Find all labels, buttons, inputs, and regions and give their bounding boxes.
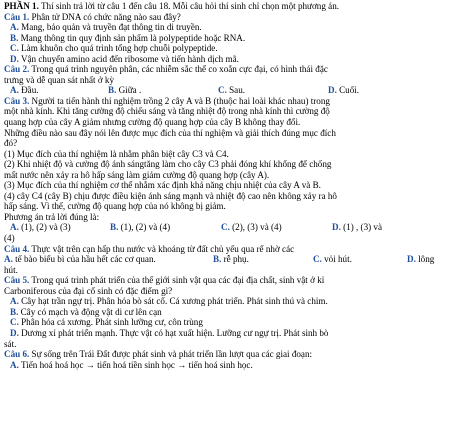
option-letter: A. xyxy=(10,222,19,233)
q3-statement-3: (3) Mục đích của thí nghiệm cơ thể nhằm xác định khả năng chịu nhiệt của cây A và B. xyxy=(4,180,321,191)
q3-answer-prompt: Phương án trả lời đúng là: xyxy=(4,211,100,222)
q3-statement-2-cont: mất nước nên xảy ra hô hấp sáng làm giảm cường độ quang hợp (cây A). xyxy=(4,169,270,180)
q3-option-c: C. (2), (3) và (4) xyxy=(221,222,282,233)
option-letter: D. xyxy=(328,85,337,96)
q4-option-c: C. vỏi hút. xyxy=(313,254,352,265)
q3-option-d: D. (1) , (3) và xyxy=(332,222,383,233)
question-1: Câu 1. Phân tử DNA có chức năng nào sau đây? xyxy=(4,11,181,22)
option-letter: D. xyxy=(10,53,19,64)
question-5-cont: Carboniferous của đại cổ sinh có đặc điểm gì? xyxy=(4,285,173,296)
question-3-line-2: một nhà kính. Khi tăng cường độ chiếu sáng và tăng nhiệt độ trong nhà kính thì cường độ xyxy=(4,106,330,117)
option-letter: A. xyxy=(10,22,19,33)
q1-option-a: A. Mang, bảo quản và truyền đạt thông tin di truyền. xyxy=(10,22,202,33)
q5-option-d: D. Dương xỉ phát triển mạnh. Thực vật có hạt xuất hiện. Lưỡng cư ngự trị. Phát sinh bò xyxy=(10,327,329,338)
q3-option-b: B. (1), (2) và (4) xyxy=(110,222,171,233)
q6-option-a: A. Tiến hoá hoá học → tiến hoá tiền sinh học → tiến hoá sinh học. xyxy=(10,359,253,370)
option-letter: B. xyxy=(10,32,19,43)
q2-options xyxy=(4,85,440,96)
q3-statement-4-cont: hấp sáng. Vì thế, cường độ quang hợp của nó không bị giảm. xyxy=(4,201,226,212)
q3-options xyxy=(4,222,440,233)
option-letter: C. xyxy=(10,317,19,328)
q4-option-a: A. tế bào biểu bì của hầu hết các cơ quan. xyxy=(4,254,156,265)
option-letter: A. xyxy=(10,359,19,370)
question-3-line-4: Những điều nào sau đây nói lên được mục đích của thí nghiệm và giải thích đúng mục đích xyxy=(4,127,336,138)
q3-statement-2: (2) Khi nhiệt độ và cường độ ánh sángtăng làm cho cây C3 phải đóng khí khổng để chống xyxy=(4,159,332,170)
option-letter: D. xyxy=(407,254,416,265)
q3-option-d-cont: (4) xyxy=(4,233,15,244)
question-5: Câu 5. Trong quá trình phát triển của thế giới sinh vật qua các đại địa chất, sinh vật ở kỉ xyxy=(4,275,325,286)
option-letter: A. xyxy=(4,254,13,265)
q5-option-b: B. Cây có mạch và động vật di cư lên cạn xyxy=(10,306,162,317)
q2-option-a: A. Đầu. xyxy=(10,85,39,96)
q1-option-d: D. Vận chuyển amino acid đến ribosome và tiến hành dịch mã. xyxy=(10,53,239,64)
q4-option-b: B. rễ phụ. xyxy=(213,254,249,265)
option-letter: D. xyxy=(332,222,341,233)
q4-options xyxy=(4,254,440,265)
q2-option-b: B. Giữa . xyxy=(108,85,142,96)
q1-option-c: C. Làm khuôn cho quá trình tổng hợp chuỗi polypeptide. xyxy=(10,43,218,54)
option-letter: B. xyxy=(108,85,117,96)
question-2-cont: trưng và dễ quan sát nhất ở kỳ xyxy=(4,74,114,85)
q4-option-d-cont: hút. xyxy=(4,264,18,275)
option-letter: B. xyxy=(110,222,119,233)
question-6: Câu 6. Sự sống trên Trái Đất được phát sinh và phát triển lần lượt qua các giai đoạn: xyxy=(4,349,313,360)
q5-option-a: A. Cây hạt trần ngự trị. Phân hóa bò sát cổ. Cá xương phát triển. Phát sinh thú và chim. xyxy=(10,296,328,307)
question-4: Câu 4. Thực vật trên cạn hấp thu nước và khoáng từ đất chủ yếu qua rể nhờ các xyxy=(4,243,295,254)
q5-option-d-cont: sát. xyxy=(4,338,17,349)
q1-option-b: B. Mang thông tin quy định sản phẩm là polypeptide hoặc RNA. xyxy=(10,32,246,43)
q2-option-c: C. Sau. xyxy=(218,85,246,96)
q3-statement-1: (1) Mục đích của thí nghiệm là nhằm phân biệt cây C3 và C4. xyxy=(4,148,229,159)
question-2: Câu 2. Trong quá trình nguyên phân, các nhiễm sắc thể co xoắn cực đại, có hình thái đặc xyxy=(4,64,328,75)
question-3-line-3: quang hợp của cây A giảm nhưng cường độ quang hợp của cây B không thay đổi. xyxy=(4,117,301,128)
option-letter: C. xyxy=(313,254,322,265)
q3-statement-4: (4) cây C4 (cây B) chịu được điều kiện ánh sáng mạnh và nhiệt độ cao nên không xảy ra hô xyxy=(4,190,337,201)
option-letter: B. xyxy=(10,306,19,317)
q5-option-c: C. Phân hóa cá xương. Phát sinh lưỡng cư, côn trùng xyxy=(10,317,203,328)
part-heading: PHẦN 1. Thí sinh trả lời từ câu 1 đến câu 18. Mỗi câu hỏi thí sinh chỉ chọn một phương án. xyxy=(4,1,340,11)
option-letter: C. xyxy=(10,43,19,54)
option-letter: B. xyxy=(213,254,222,265)
option-letter: D. xyxy=(10,327,19,338)
question-3-line-5: đó? xyxy=(4,138,18,149)
option-letter: C. xyxy=(221,222,230,233)
q4-option-d: D. lông xyxy=(407,254,435,265)
q3-option-a: A. (1), (2) và (3) xyxy=(10,222,71,233)
question-3: Câu 3. Người ta tiến hành thí nghiệm trồng 2 cây A và B (thuộc hai loài khác nhau) trong xyxy=(4,95,330,106)
option-letter: A. xyxy=(10,85,19,96)
q2-option-d: D. Cuối. xyxy=(328,85,360,96)
option-letter: C. xyxy=(218,85,227,96)
option-letter: A. xyxy=(10,296,19,307)
